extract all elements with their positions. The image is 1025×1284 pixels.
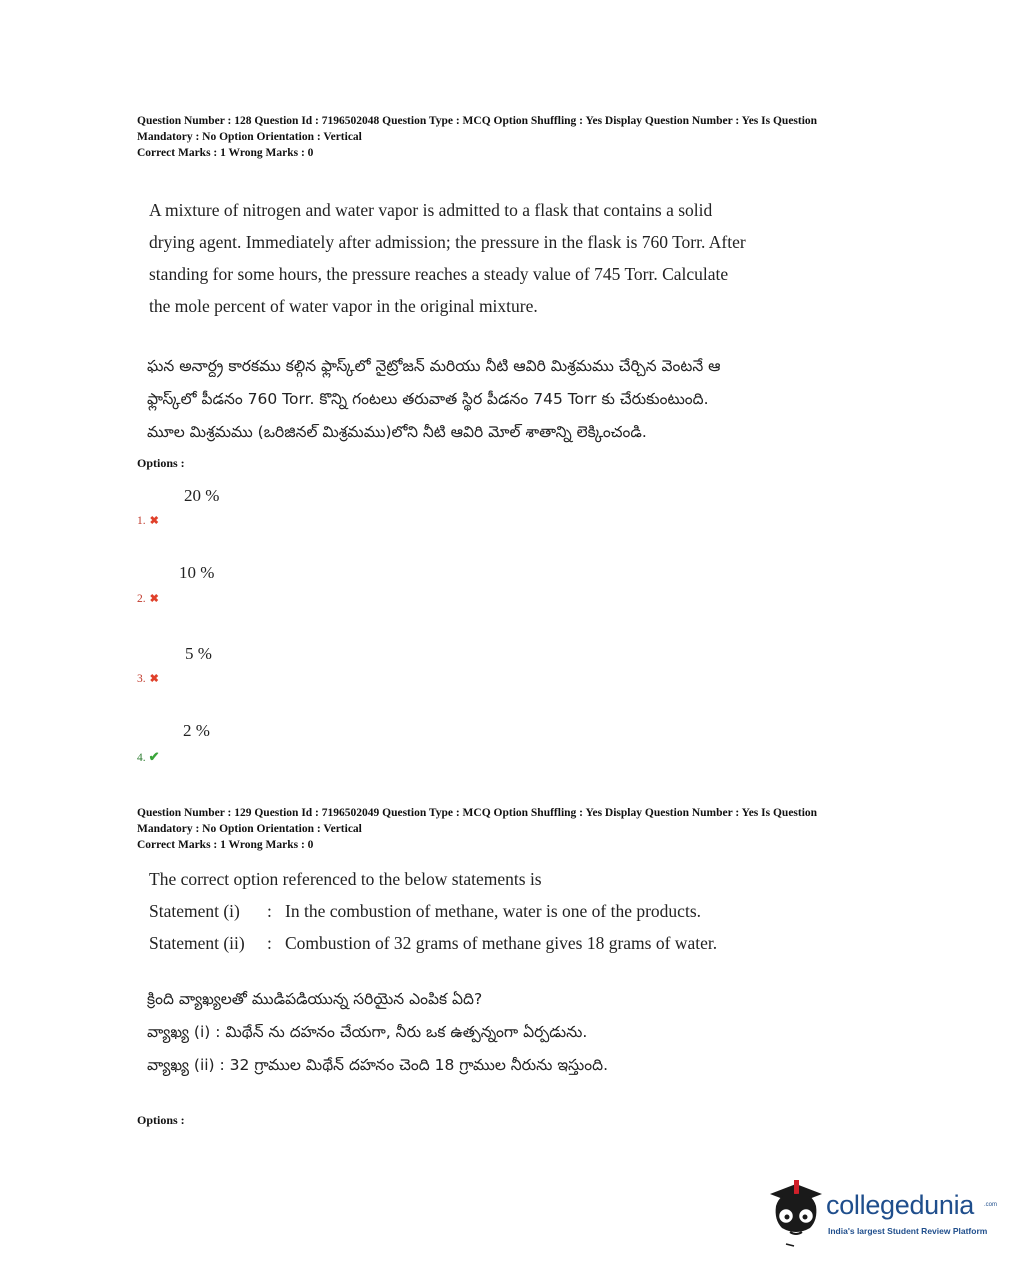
q128-option-1-number	[137, 514, 159, 527]
q128-meta-line3: Correct Marks : 1 Wrong Marks : 0	[137, 147, 314, 159]
option-number: 4.	[137, 752, 146, 764]
q129-statement-1	[149, 895, 799, 927]
statement-label: Statement (i)	[149, 901, 240, 921]
q128-english-line: A mixture of nitrogen and water vapor is admitted to a flask that contains a solid	[149, 200, 713, 220]
q129-telugu-line: వ్యాఖ్య (ii) : 32 గ్రాముల మిథేన్ దహనం చెంది 18 గ్రాముల నీరును ఇస్తుంది.	[147, 1056, 608, 1074]
q128-telugu-line: ఘన అనార్ద్ర కారకము కల్గిన ఫ్లాస్క్‌లో నైట్రోజన్ మరియు నీటి ఆవిరి మిశ్రమము చేర్చిన వెంటనే ఆ	[147, 357, 721, 375]
q129-telugu-line: క్రింది వ్యాఖ్యలతో ముడిపడియున్న సరియైన ఎంపిక ఏది?	[147, 990, 483, 1008]
q128-meta	[137, 114, 917, 162]
q128-english-line: the mole percent of water vapor in the original mixture.	[149, 296, 538, 316]
logo-tagline: India's largest Student Review Platform	[828, 1226, 988, 1236]
q128-english-line: drying agent. Immediately after admission; the pressure in the flask is 760 Torr. After	[149, 232, 746, 252]
q128-option-2-text[interactable]: 10 %	[179, 563, 215, 582]
wrong-cross-icon: ✖	[149, 673, 159, 685]
q129-meta-line1: Question Number : 129 Question Id : 7196502049 Question Type : MCQ Option Shuffling : Yes Display Question Number : Yes Is Question	[137, 807, 818, 819]
q128-option-4-number	[137, 749, 160, 765]
q128-question-telugu	[147, 350, 807, 449]
option-number: 1.	[137, 515, 146, 527]
q129-question-telugu	[147, 983, 807, 1082]
statement-colon: :	[267, 901, 272, 921]
q128-meta-line1: Question Number : 128 Question Id : 7196502048 Question Type : MCQ Option Shuffling : Yes Display Question Number : Yes Is Question	[137, 115, 818, 127]
correct-check-icon: ✔	[148, 749, 160, 764]
logo-wordmark: collegedunia	[826, 1190, 975, 1220]
q129-meta	[137, 806, 917, 854]
statement-text: Combustion of 32 grams of methane gives 18 grams of water.	[285, 933, 718, 953]
q128-option-4-text[interactable]: 2 %	[183, 721, 210, 740]
q129-statement-2	[149, 927, 799, 959]
q128-telugu-line: మూల మిశ్రమము (ఒరిజినల్ మిశ్రమము)లోని నీటి ఆవిరి మోల్ శాతాన్ని లెక్కించండి.	[147, 423, 647, 441]
q129-telugu-line: వ్యాఖ్య (i) : మిథేన్ ను దహనం చేయగా, నీరు ఒక ఉత్పన్నంగా ఏర్పడును.	[147, 1023, 588, 1041]
option-number: 3.	[137, 673, 146, 685]
q129-meta-line3: Correct Marks : 1 Wrong Marks : 0	[137, 839, 314, 851]
statement-colon: :	[267, 933, 272, 953]
q128-question-english	[149, 194, 799, 322]
option-number: 2.	[137, 593, 146, 605]
q128-option-3-text[interactable]: 5 %	[185, 644, 212, 663]
q129-intro: The correct option referenced to the below statements is	[149, 869, 542, 889]
wrong-cross-icon: ✖	[149, 593, 159, 605]
statement-text: In the combustion of methane, water is one of the products.	[285, 901, 702, 921]
q128-english-line: standing for some hours, the pressure reaches a steady value of 745 Torr. Calculate	[149, 264, 729, 284]
student-mascot-icon	[766, 1176, 826, 1252]
statement-label: Statement (ii)	[149, 933, 245, 953]
q129-options-label: Options :	[137, 1113, 185, 1127]
q128-option-1-text[interactable]: 20 %	[184, 486, 220, 505]
logo-suffix: .com	[984, 1202, 998, 1208]
q128-telugu-line: ఫ్లాస్క్‌లో పీడనం 760 Torr. కొన్ని గంటలు తరువాత స్థిర పీడనం 745 Torr కు చేరుకుంటుంది.	[147, 390, 709, 408]
q128-option-2-number	[137, 592, 159, 605]
wrong-cross-icon: ✖	[149, 515, 159, 527]
q129-meta-line2: Mandatory : No Option Orientation : Vertical	[137, 822, 362, 835]
collegedunia-logo	[766, 1176, 1006, 1252]
q128-options-label: Options :	[137, 456, 185, 470]
q128-option-3-number	[137, 672, 159, 685]
q128-meta-line2: Mandatory : No Option Orientation : Vertical	[137, 130, 362, 143]
q129-question-english	[149, 863, 799, 959]
